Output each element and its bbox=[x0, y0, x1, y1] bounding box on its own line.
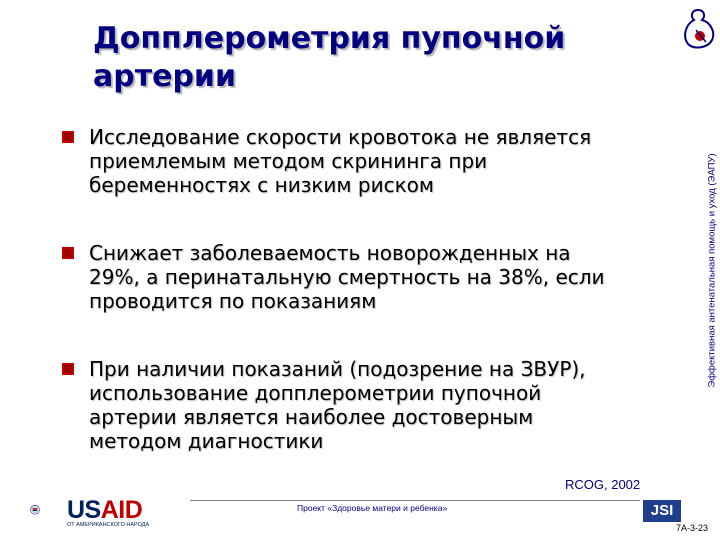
reference-citation: RCOG, 2002 bbox=[565, 477, 641, 492]
slide-title bbox=[93, 20, 653, 96]
project-name: Проект «Здоровье матери и ребенка» bbox=[297, 503, 448, 513]
usaid-aid: AID bbox=[100, 496, 143, 524]
jsi-logo: JSI bbox=[643, 500, 681, 522]
bullet-text: Исследование скорости кровотока не является приемлемым методом скрининга при беременностях с низким риском bbox=[89, 125, 592, 197]
slide-title-line-2: артерии bbox=[93, 59, 236, 94]
mother-child-logo-icon bbox=[678, 6, 718, 50]
usaid-subtitle: ОТ АМЕРИКАНСКОГО НАРОДА bbox=[67, 522, 150, 528]
bullet-text: При наличии показаний (подозрение на ЗВУР), использование допплерометрии пупочной артерии является наиболее достоверным методом диагностики bbox=[89, 357, 586, 453]
slide-number: 7A-3-23 bbox=[676, 523, 709, 533]
bullet-square-icon bbox=[62, 131, 74, 143]
bullet-square-icon bbox=[62, 247, 74, 259]
usaid-logo-text bbox=[67, 496, 142, 525]
bullet-text: Снижает заболеваемость новорожденных на 29%, а перинатальную смертность на 38%, если проводится по показаниям bbox=[89, 241, 605, 313]
usaid-seal-icon bbox=[30, 493, 66, 529]
usaid-us: US bbox=[67, 496, 101, 524]
slide-title-line-1: Допплерометрия пупочной bbox=[93, 21, 566, 56]
side-label: Эффективная антенатальная помощь и уход (ЭАПУ) bbox=[706, 153, 718, 388]
bullet-square-icon bbox=[62, 363, 74, 375]
footer-divider bbox=[190, 500, 640, 501]
